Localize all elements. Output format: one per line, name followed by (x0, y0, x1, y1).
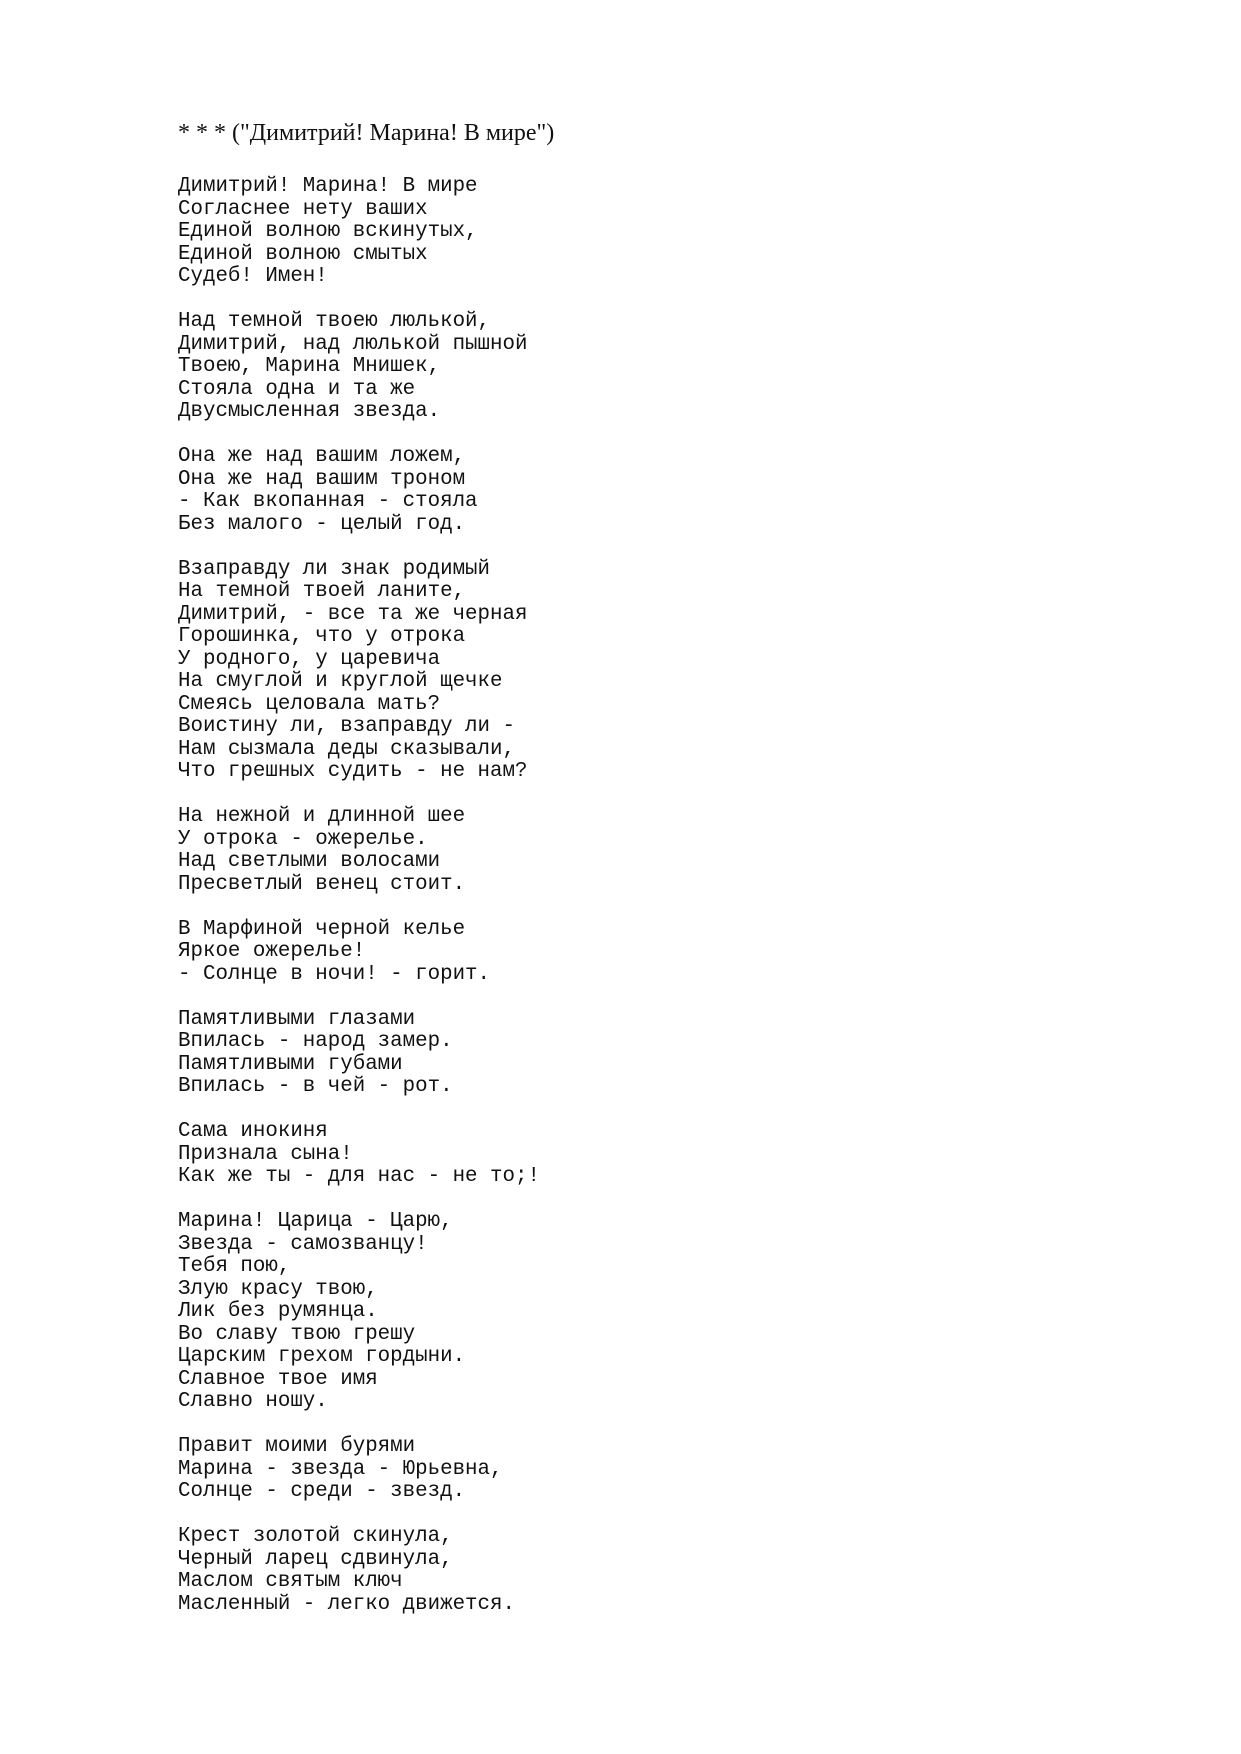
poem-line: Яркое ожерелье! (178, 940, 366, 963)
poem-line: - Солнце в ночи! - горит. (178, 962, 491, 986)
poem-line: Лик без румянца. (178, 1300, 378, 1323)
poem-line: Над светлыми волосами (178, 850, 441, 873)
poem-line: Единой волною смытых (178, 242, 428, 266)
stanza (178, 1436, 540, 1504)
poem-line: Двусмысленная звезда. (178, 400, 441, 423)
poem-line: Звезда - самозванцу! (178, 1232, 428, 1256)
poem-line: Смеясь целовала мать? (178, 692, 441, 716)
poem-line: Славное твое имя (178, 1367, 378, 1391)
poem-line: Крест золотой скинула, (178, 1525, 453, 1548)
stanza (178, 446, 540, 536)
poem-line: Взаправду ли знак родимый (178, 557, 491, 581)
poem-line: Горошинка, что у отрока (178, 625, 466, 648)
poem-line: Димитрий, - все та же черная (178, 602, 528, 626)
stanza (178, 1009, 540, 1099)
poem-line: Димитрий! Марина! В мире (178, 175, 478, 198)
poem-title: * * * ("Димитрий! Марина! В мире") (178, 120, 555, 146)
poem-line: Единой волною вскинутых, (178, 220, 478, 243)
poem-line: Памятливыми глазами (178, 1007, 416, 1031)
stanza (178, 559, 540, 784)
poem-line: Воистину ли, взаправду ли - (178, 715, 515, 738)
poem-line: На темной твоей ланите, (178, 580, 466, 603)
stanza (178, 1211, 540, 1414)
stanza (178, 806, 540, 896)
poem-line: Признала сына! (178, 1142, 353, 1166)
poem-line: У отрока - ожерелье. (178, 827, 428, 851)
poem-line: Славно ношу. (178, 1390, 328, 1413)
poem-line: Как же ты - для нас - не то;! (178, 1165, 540, 1188)
stanza (178, 1526, 540, 1616)
poem-line: Над темной твоею люлькой, (178, 310, 491, 333)
stanza (178, 311, 540, 424)
poem-line: Марина! Царица - Царю, (178, 1210, 453, 1233)
poem-line: Марина - звезда - Юрьевна, (178, 1457, 503, 1481)
poem-line: Стояла одна и та же (178, 377, 416, 401)
poem-line: Она же над вашим троном (178, 467, 466, 491)
poem-line: Что грешных судить - не нам? (178, 760, 528, 783)
poem-line: Маслом святым ключ (178, 1570, 403, 1593)
poem-line: Твоею, Марина Мнишек, (178, 355, 441, 378)
poem-line: Памятливыми губами (178, 1052, 403, 1076)
poem-line: Черный ларец сдвинула, (178, 1547, 453, 1571)
poem-line: Во славу твою грешу (178, 1322, 416, 1346)
poem-line: В Марфиной черной келье (178, 917, 466, 941)
poem-line: - Как вкопанная - стояла (178, 490, 478, 513)
poem-line: Сама инокиня (178, 1120, 328, 1143)
stanza (178, 1121, 540, 1189)
stanza (178, 919, 540, 987)
poem-line: Нам сызмала деды сказывали, (178, 737, 515, 761)
poem-line: Тебя пою, (178, 1255, 291, 1278)
poem-line: Впилась - народ замер. (178, 1030, 453, 1053)
poem-line: У родного, у царевича (178, 647, 441, 671)
poem-line: Царским грехом гордыни. (178, 1345, 466, 1368)
poem-line: Согласнее нету ваших (178, 197, 428, 221)
poem-line: Димитрий, над люлькой пышной (178, 332, 528, 356)
poem-line: Масленный - легко движется. (178, 1592, 515, 1616)
poem-line: Судеб! Имен! (178, 265, 328, 288)
stanza (178, 176, 540, 289)
poem-line: На смуглой и круглой щечке (178, 670, 503, 693)
poem-line: На нежной и длинной шее (178, 805, 466, 828)
poem-line: Правит моими бурями (178, 1435, 416, 1458)
poem-body (178, 176, 540, 1639)
poem-line: Без малого - целый год. (178, 512, 466, 536)
poem-line: Злую красу твою, (178, 1277, 378, 1301)
poem-line: Впилась - в чей - рот. (178, 1075, 453, 1098)
poem-line: Она же над вашим ложем, (178, 445, 466, 468)
poem-line: Пресветлый венец стоит. (178, 872, 466, 896)
poem-line: Солнце - среди - звезд. (178, 1480, 466, 1503)
